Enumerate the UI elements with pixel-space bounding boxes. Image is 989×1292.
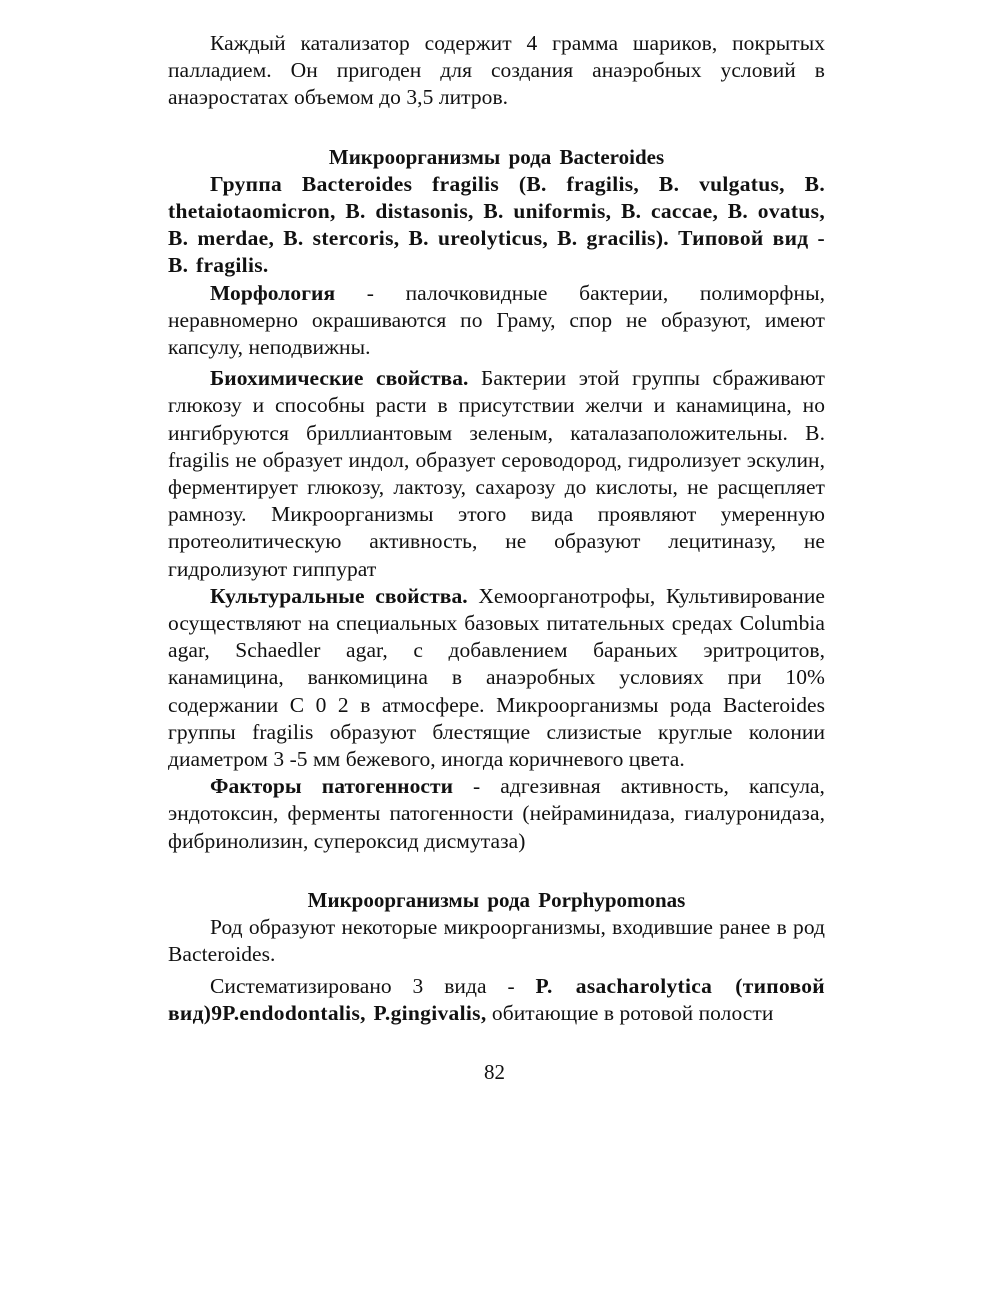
pathogenicity-paragraph [168,773,825,855]
page-content [168,30,825,1027]
pathogenicity-label: Факторы патогенности [210,774,454,799]
biochemical-text: Бактерии этой группы сбраживают глюкозу и способны расти в присутствии желчи и канамицина, но ингибруются бриллиантовым зеленым, каталазаположительны. B. fragilis не образует индол, образует сероводород, гидролизует эскулин, ферментирует глюкозу, лактозу, сахарозу до кислоты, не расщепляет рамнозу. Микроорганизмы этого вида проявляют умеренную протеолитическую активность, не образуют лецитиназу, не гидролизуют гиппурат [168,366,825,581]
morphology-paragraph [168,280,825,362]
cultural-text: Хемоорганотрофы, Культивирование осуществляют на специальных базовых питательных средах Columbia agar, Schaedler agar, с добавлением бараньих эритроцитов, канамицина, ванкомицина в анаэробных условиях при 10% содержании С 0 2 в атмосфере. Микроорганизмы рода Bacteroides группы fragilis образуют блестящие слизистые круглые колонии диаметром 3 -5 мм бежевого, иногда коричневого цвета. [168,583,825,772]
section-gap [168,855,825,887]
intro-paragraph: Каждый катализатор содержит 4 грамма шариков, покрытых палладием. Он пригоден для создания анаэробных условий в анаэростатах объемом до 3,5 литров. [168,31,825,110]
pathogenicity-text: - адгезивная активность, капсула, эндотоксин, ферменты патогенности (нейраминидаза, гиалуронидаза, фибринолизин, супероксид дисмутаза) [168,774,825,853]
porphyromonas-paragraph-2 [168,973,825,1027]
morphology-label: Морфология [210,280,336,305]
page-number: 82 [484,1060,505,1084]
cultural-label: Культуральные свойства. [210,583,468,608]
bacteroides-heading: Микроорганизмы рода Bacteroides [328,144,665,169]
biochemical-label: Биохимические свойства. [210,366,469,391]
biochemical-paragraph [168,365,825,583]
bacteroides-group-paragraph: Группа Bacteroides fragilis (B. fragilis, B. vulgatus, B. thetaiotaomicron, B. distasonis, B. uniformis, B. caccae, B. ovatus, B. merdae, B. stercoris, B. ureolyticus, B. gracilis). Типовой вид - B. fragilis. [168,171,825,278]
porphyromonas-paragraph-1: Род образуют некоторые микроорганизмы, входившие ранее в род Bacteroides. [168,915,825,967]
species-list: P. asacharolytica (типовой вид)9P.endodontalis, P.gingivalis, [168,973,825,1025]
cultural-paragraph [168,583,825,773]
species-intro-text: Систематизировано 3 вида - [210,973,536,998]
morphology-text: - палочковидные бактерии, полиморфны, неравномерно окрашиваются по Граму, спор не образуют, имеют капсулу, неподвижны. [168,280,825,360]
species-habitat-text: обитающие в ротовой полости [486,1000,774,1025]
section-gap [168,112,825,144]
porphyromonas-heading: Микроорганизмы рода Porphypomonas [307,887,686,912]
